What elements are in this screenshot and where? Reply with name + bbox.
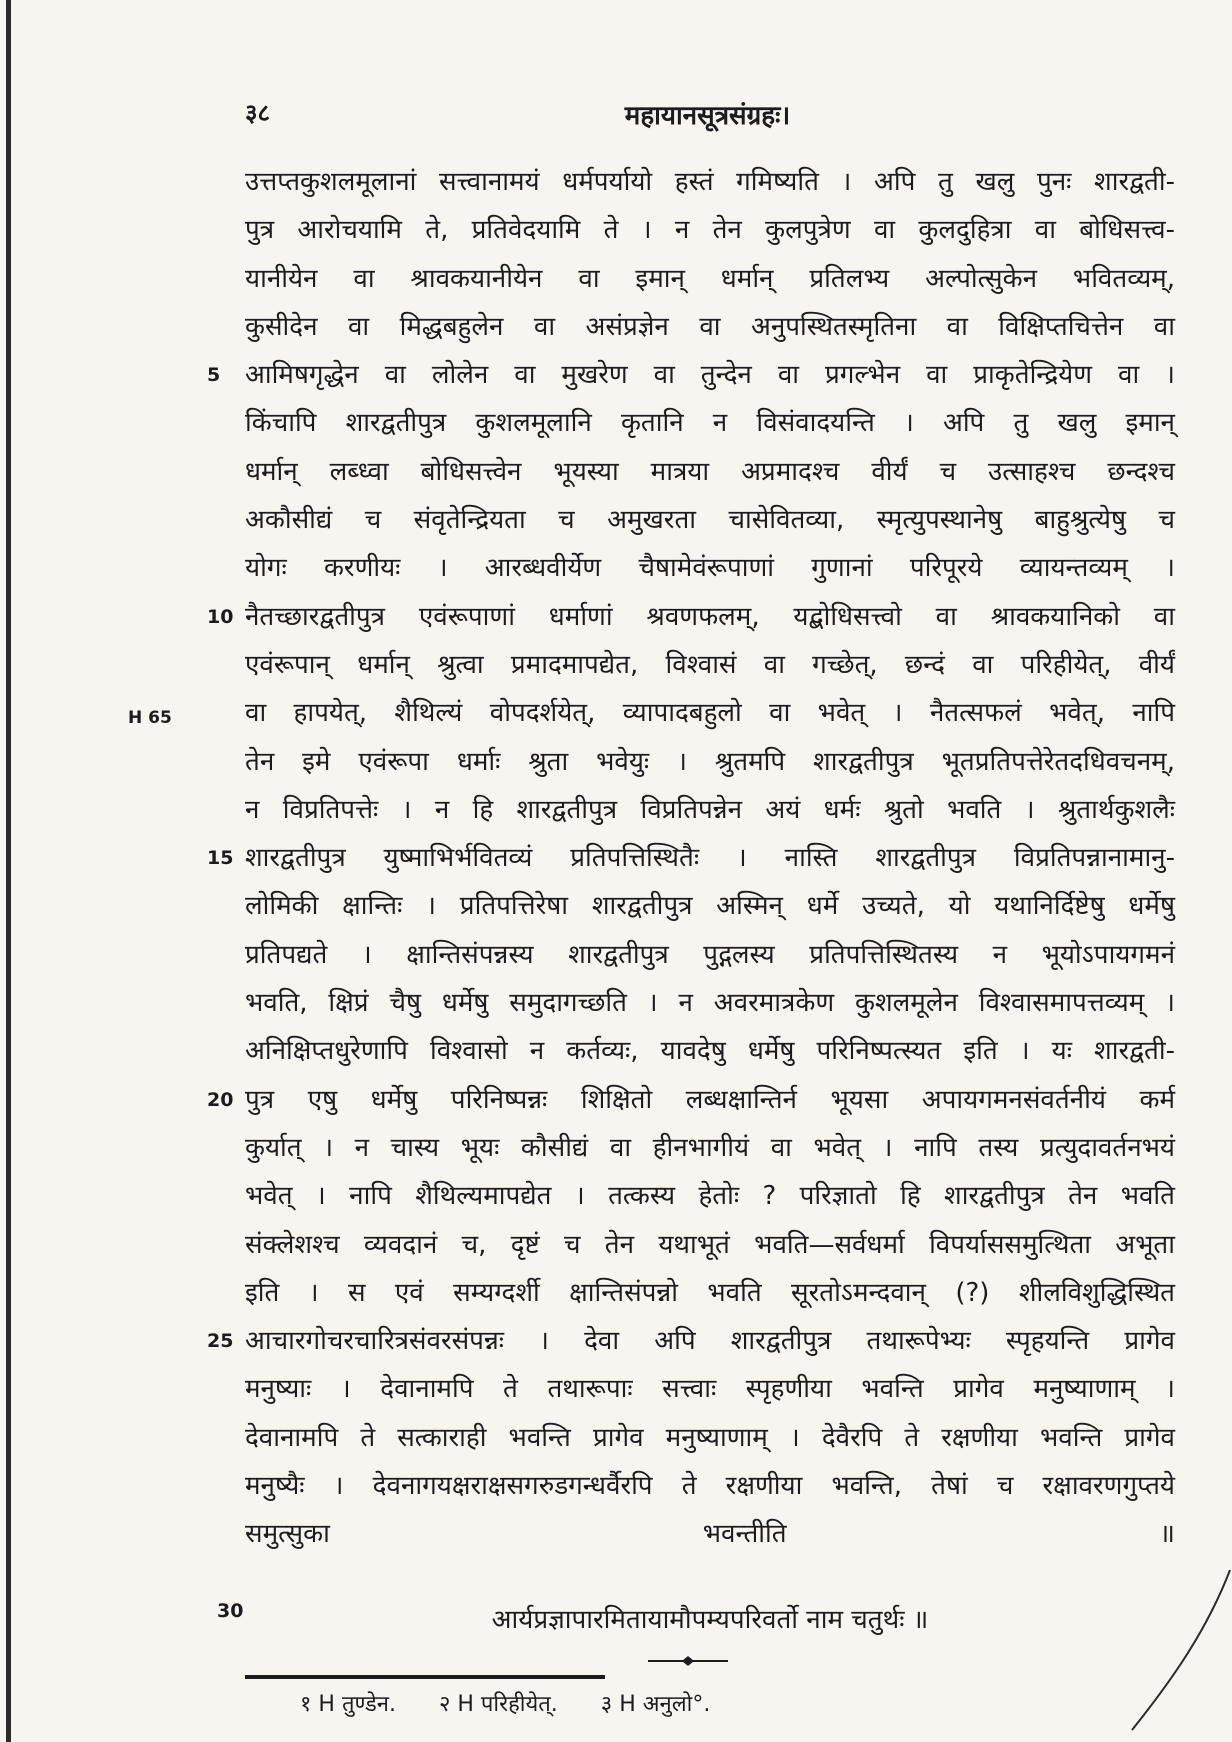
line-text: पुत्र आरोचयामि ते, प्रतिवेदयामि ते । न तेन कुलपुत्रेण वा कुलदुहित्रा वा बोधिसत्त्व- — [245, 215, 1175, 246]
line-text: संक्लेशश्च व्यवदानं च, दृष्टं च तेन यथाभूतं भवति—सर्वधर्मा विपर्याससमुत्थिता अभूता — [245, 1229, 1175, 1260]
line-text: उत्तप्तकुशलमूलानां सत्त्वानामयं धर्मपर्यायो हस्तं गमिष्यति । अपि तु खलु पुनः शारद्वती- — [245, 167, 1175, 197]
line-text: अनिक्षिप्तधुरेणापि विश्वासो न कर्तव्यः, यावदेषु धर्मेषु परिनिष्पत्स्यत इति । यः शारद्वती- — [245, 1036, 1175, 1067]
text-line — [245, 979, 1175, 1027]
text-line — [207, 834, 1175, 882]
text-line — [245, 255, 1175, 303]
text-line — [245, 206, 1175, 254]
line-number: 25 — [207, 1330, 234, 1353]
line-number: 20 — [207, 1088, 234, 1111]
text-line — [245, 689, 1175, 737]
line-text: आचारगोचरचारित्रसंवरसंपन्नः । देवा अपि शारद्वतीपुत्र तथारूपेभ्यः स्पृहयन्ति प्रागेव — [245, 1326, 1175, 1357]
line-text: किंचापि शारद्वतीपुत्र कुशलमूलानि कृतानि न विसंवादयन्ति । अपि तु खलु इमान् — [245, 408, 1175, 439]
colophon-text: आर्यप्रज्ञापारमितायामौपम्यपरिवर्तो नाम चतुर्थः ॥ — [491, 1605, 929, 1635]
line-text: कुसीदेन वा मिद्धबहुलेन वा असंप्रज्ञेन वा अनुपस्थितस्मृतिना वा विक्षिप्तचित्तेन वा — [245, 311, 1175, 342]
line-text: वा हापयेत्, शैथिल्यं वोपदर्शयेत्, व्यापादबहुलो वा भवेत् । नैतत्सफलं भवेत्, नापि — [245, 698, 1175, 729]
text-line — [245, 496, 1175, 544]
line-text: कुर्यात् । न चास्य भूयः कौसीद्यं वा हीनभागीयं वा भवेत् । नापि तस्य प्रत्युदावर्तनभयं — [245, 1132, 1175, 1163]
text-line — [207, 593, 1175, 641]
line-text: प्रतिपद्यते । क्षान्तिसंपन्नस्य शारद्वतीपुत्र पुद्गलस्य प्रतिपत्तिस्थितस्य न भूयोऽपायगमनं — [245, 939, 1175, 970]
text-line — [245, 1124, 1175, 1172]
line-text: इति । स एवं सम्यग्दर्शी क्षान्तिसंपन्नो भवति सूरतोऽमन्दवान् (?) शीलविशुद्धिस्थित — [245, 1277, 1175, 1308]
footnote-3: ३ H अनुलो°. — [600, 1692, 711, 1717]
text-line — [245, 303, 1175, 351]
text-line — [245, 1172, 1175, 1220]
line-text: देवानामपि ते सत्काराही भवन्ति प्रागेव मनुष्याणाम् । देवैरपि ते रक्षणीया भवन्ति प्रागेव — [245, 1422, 1175, 1453]
text-line — [245, 786, 1175, 834]
chapter-colophon — [217, 1600, 1175, 1640]
text-line — [245, 1462, 1175, 1510]
ornament-divider — [648, 1654, 728, 1668]
page-header — [245, 96, 1170, 136]
line-text: तेन इमे एवंरूपा धर्माः श्रुता भवेयुः । श्रुतमपि शारद्वतीपुत्र भूतप्रतिपत्तेरेतदधिवचनम्, — [245, 746, 1175, 777]
running-title: महायानसूत्रसंग्रहः। — [624, 101, 791, 131]
text-line — [245, 448, 1175, 496]
line-number: 15 — [207, 847, 234, 870]
text-line — [245, 641, 1175, 689]
footnotes — [300, 1688, 746, 1718]
line-text: शारद्वतीपुत्र युष्माभिर्भवितव्यं प्रतिपत्तिस्थितैः । नास्ति शारद्वतीपुत्र विप्रतिपन्नानामानु- — [245, 843, 1175, 874]
line-text: भवति, क्षिप्रं चैषु धर्मेषु समुदागच्छति । न अवरमात्रकेण कुशलमूलेन विश्वासमापत्तव्यम् । — [245, 988, 1175, 1019]
text-line — [245, 882, 1175, 930]
text-line — [245, 1414, 1175, 1462]
text-line — [245, 1027, 1175, 1075]
colophon-line-number: 30 — [217, 1600, 244, 1622]
text-line — [245, 738, 1175, 786]
line-text: धर्मान् लब्ध्वा बोधिसत्त्वेन भूयस्या मात्रया अप्रमादश्च वीर्यं च उत्साहश्च छन्दश्च — [245, 456, 1175, 487]
line-text: नैतच्छारद्वतीपुत्र एवंरूपाणां धर्माणां श्रवणफलम्, यद्बोधिसत्त्वो वा श्रावकयानिको वा — [245, 601, 1175, 632]
margin-reference: H 65 — [128, 708, 172, 728]
text-line — [245, 1221, 1175, 1269]
line-text: न विप्रतिपत्तेः । न हि शारद्वतीपुत्र विप्रतिपन्नेन अयं धर्मः श्रुतो भवति । श्रुतार्थकुशलैः — [245, 794, 1175, 825]
line-text: योगः करणीयः । आरब्धवीर्येण चैषामेवंरूपाणां गुणानां परिपूरये व्यायन्तव्यम् । — [245, 553, 1175, 584]
footnote-rule — [245, 1675, 605, 1679]
text-line — [207, 1317, 1175, 1365]
text-line — [245, 1510, 1175, 1558]
line-text: एवंरूपान् धर्मान् श्रुत्वा प्रमादमापद्येत, विश्वासं वा गच्छेत्, छन्दं वा परिहीयेत्, वीर्यं — [245, 649, 1175, 680]
footnote-1: १ H तुण्डेन. — [300, 1692, 396, 1717]
line-text: आमिषगृद्धेन वा लोलेन वा मुखरेण वा तुन्देन वा प्रगल्भेन वा प्राकृतेन्द्रियेण वा । — [245, 360, 1175, 391]
line-text: भवेत् । नापि शैथिल्यमापद्येत । तत्कस्य हेतोः ? परिज्ञातो हि शारद्वतीपुत्र तेन भवति — [245, 1181, 1175, 1212]
page-corner-mark — [1112, 1560, 1232, 1740]
text-line — [245, 399, 1175, 447]
line-text: यानीयेन वा श्रावकयानीयेन वा इमान् धर्मान् प्रतिलभ्य अल्पोत्सुकेन भवितव्यम्, — [245, 263, 1175, 294]
body-text — [207, 158, 1175, 1559]
text-line — [207, 351, 1175, 399]
text-line — [245, 1365, 1175, 1413]
line-number: 10 — [207, 605, 234, 628]
line-text: समुत्सुका भवन्तीति ॥ — [245, 1519, 1175, 1550]
text-line — [245, 931, 1175, 979]
line-text: मनुष्यैः । देवनागयक्षराक्षसगरुडगन्धर्वैरपि ते रक्षणीया भवन्ति, तेषां च रक्षावरणगुप्तये — [245, 1471, 1175, 1502]
line-text: लोमिकी क्षान्तिः । प्रतिपत्तिरेषा शारद्वतीपुत्र अस्मिन् धर्मे उच्यते, यो यथानिर्दिष्टेषु धर्मेषु — [245, 891, 1175, 922]
page-number: ३८ — [245, 99, 270, 127]
line-text: मनुष्याः । देवानामपि ते तथारूपाः सत्त्वाः स्पृहणीया भवन्ति प्रागेव मनुष्याणाम् । — [245, 1374, 1175, 1405]
line-text: पुत्र एषु धर्मेषु परिनिष्पन्नः शिक्षितो लब्धक्षान्तिर्न भूयसा अपायगमनसंवर्तनीयं कर्म — [245, 1084, 1175, 1115]
text-line — [207, 1076, 1175, 1124]
page-spine-edge — [6, 0, 11, 1742]
text-line — [245, 544, 1175, 592]
line-number: 5 — [207, 364, 221, 387]
text-line — [245, 1269, 1175, 1317]
text-line — [245, 158, 1175, 206]
line-text: अकौसीद्यं च संवृतेन्द्रियता च अमुखरता चासेवितव्या, स्मृत्युपस्थानेषु बाहुश्रुत्येषु च — [245, 505, 1175, 536]
footnote-2: २ H परिहीयेत्. — [438, 1692, 558, 1717]
